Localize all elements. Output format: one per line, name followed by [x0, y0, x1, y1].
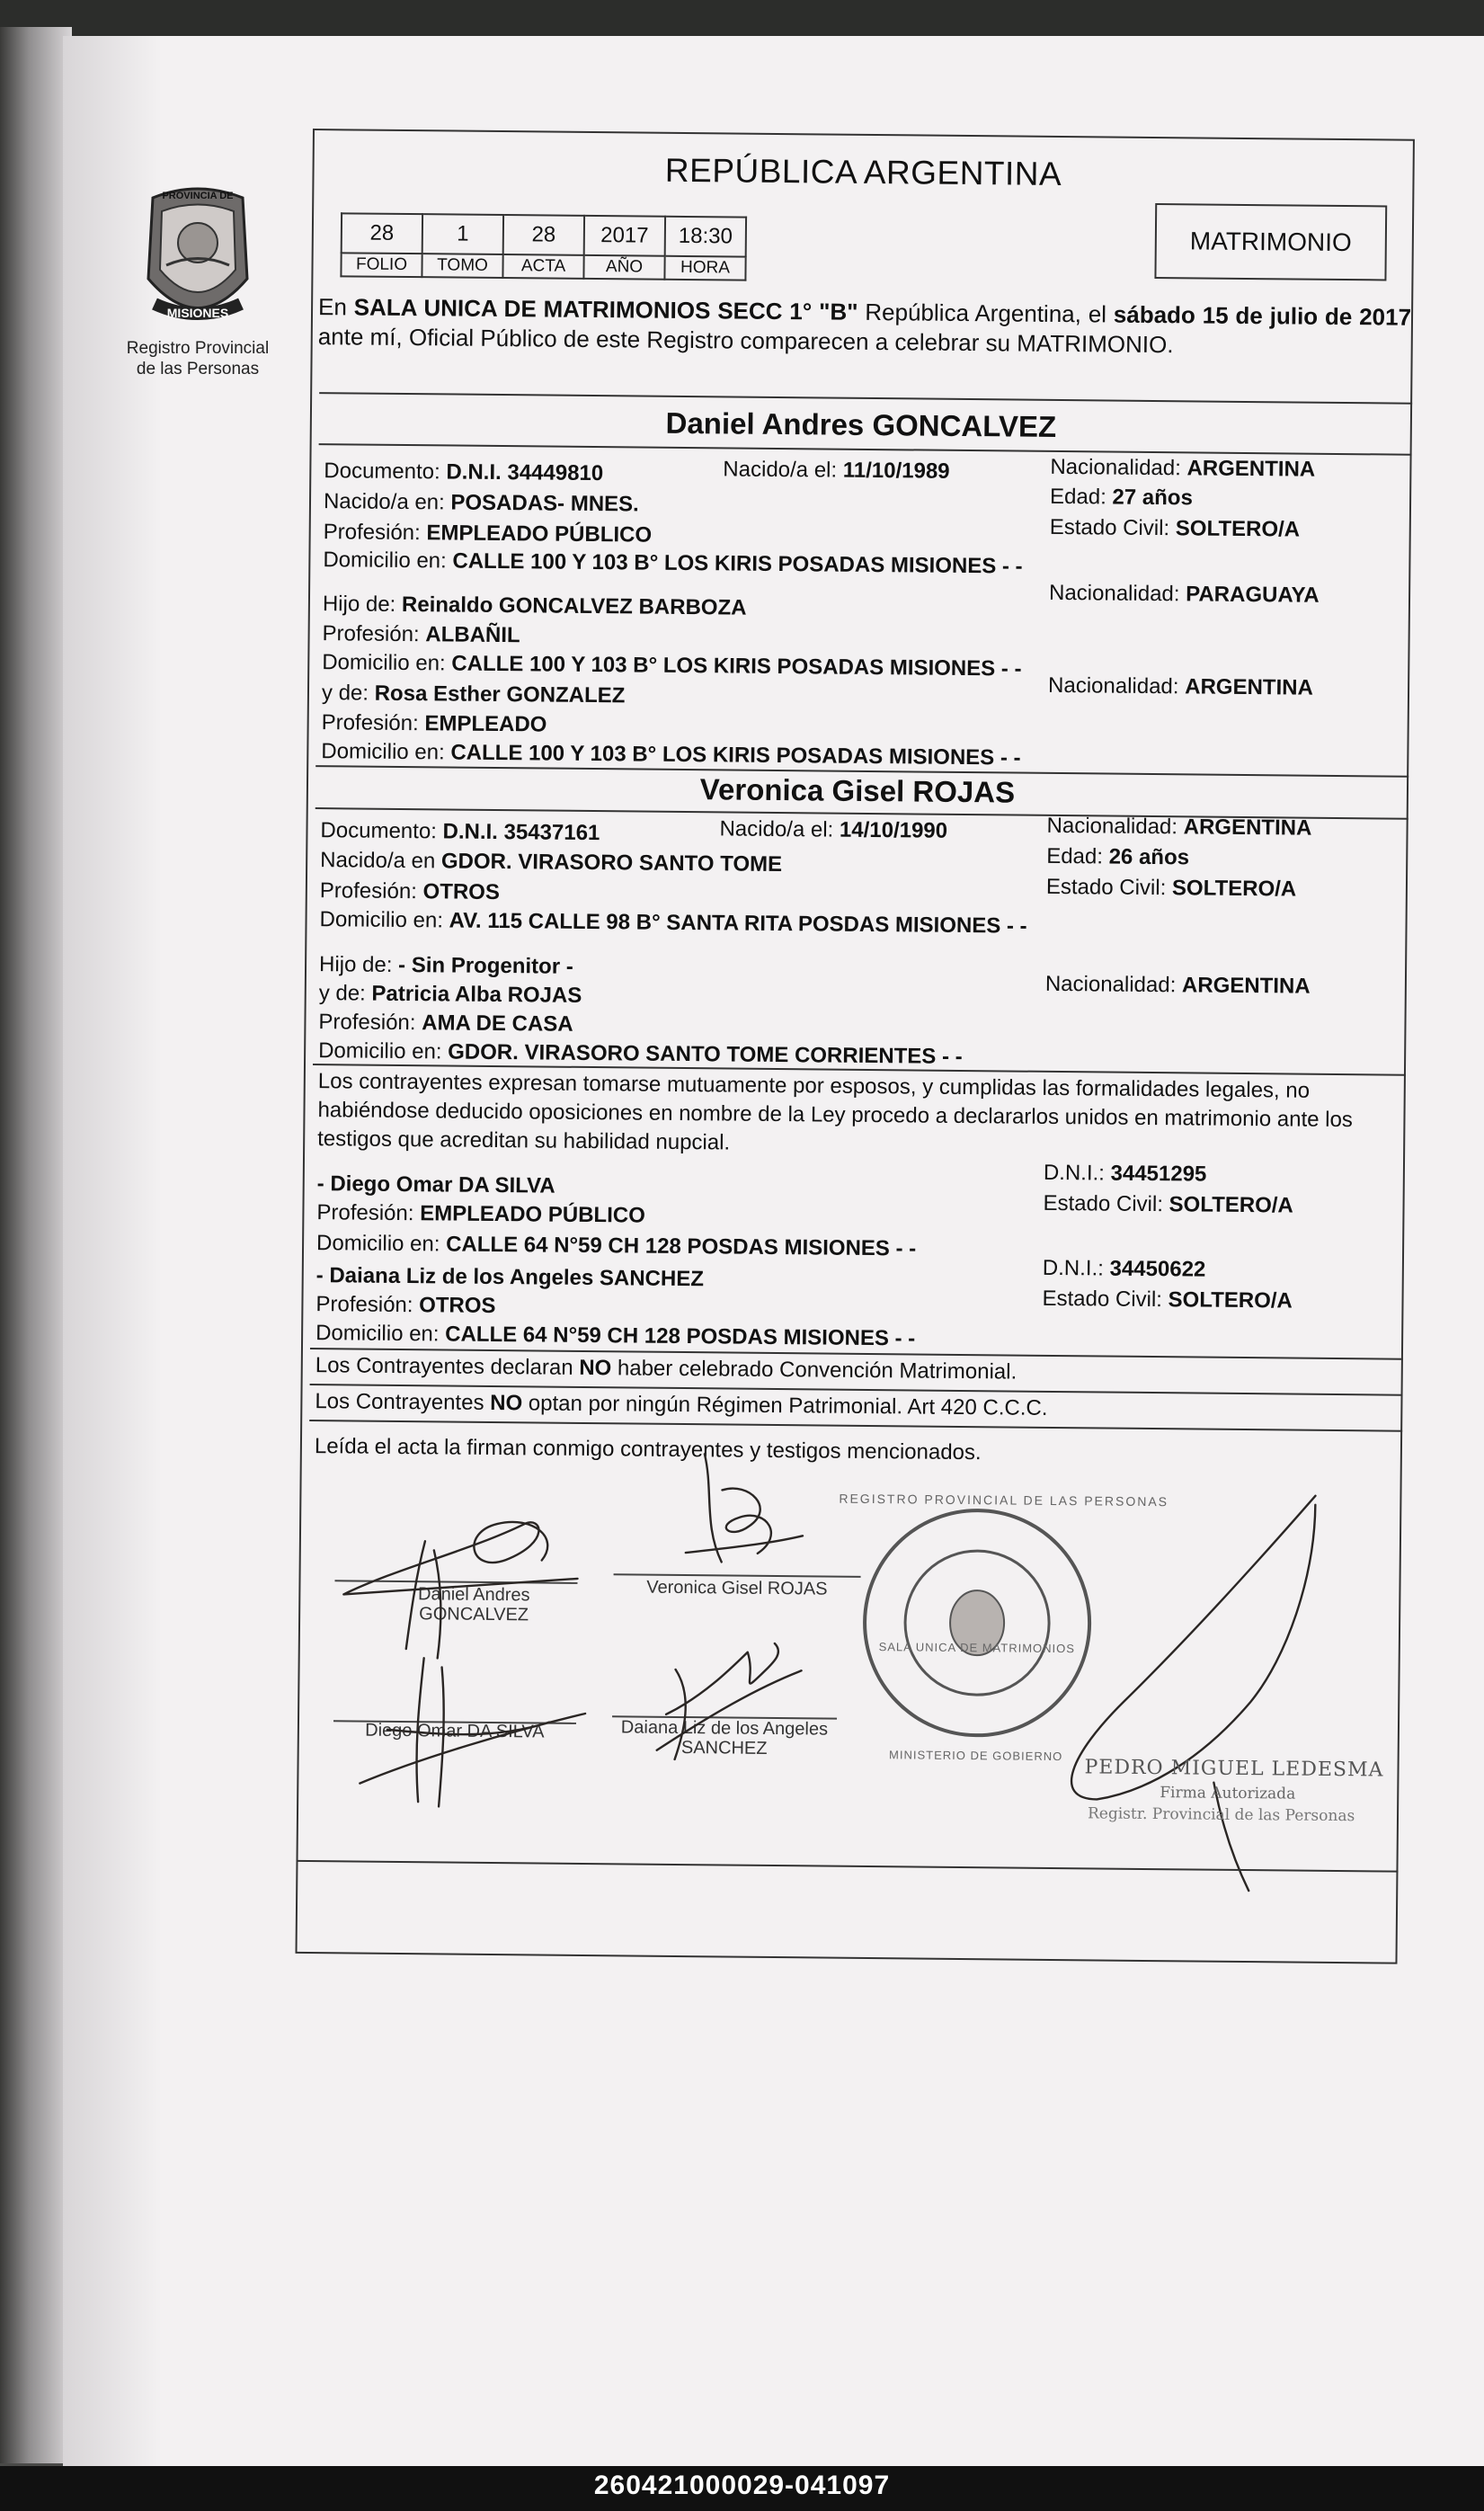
bride-age: Edad: 26 años: [1046, 843, 1190, 870]
bride-document: Documento: D.N.I. 35437161: [320, 818, 600, 846]
book-spine: [0, 27, 72, 2463]
convention-statement: Los Contrayentes declaran NO haber celebrado Convención Matrimonial.: [315, 1353, 1017, 1385]
groom-profession: Profesión: EMPLEADO PÚBLICO: [323, 520, 653, 548]
intro-paragraph: En SALA UNICA DE MATRIMONIOS SECC 1° "B" República Argentina, el sábado 15 de julio de 2017 ante mí, Oficial Público de este Registro comparecen a celebrar su MATRIMONIO.: [317, 293, 1412, 359]
bride-profession: Profesión: OTROS: [319, 878, 501, 905]
witness1-address: Domicilio en: CALLE 64 N°59 CH 128 POSDAS MISIONES - -: [315, 1231, 917, 1261]
witness1-name: - Diego Omar DA SILVA: [316, 1171, 555, 1198]
officer-title: Firma Autorizada: [1160, 1784, 1296, 1803]
groom-mother-nationality: Nacionalidad: ARGENTINA: [1047, 672, 1313, 700]
stamp-inner-text: SALA UNICA DE MATRIMONIOS: [878, 1640, 1076, 1656]
witness2-name: - Daiana Liz de los Angeles SANCHEZ: [315, 1263, 705, 1292]
declaration-text: Los contrayentes expresan tomarse mutuamente por esposos, y cumplidas las formalidades legales, no habiéndose deducido oposiciones en nombre de la Ley procedo a declararlos unidos en matrimonio ante los testigos que acreditan su habilidad nupcial.: [317, 1069, 1354, 1155]
registry-table: [340, 212, 747, 280]
acta-value: 28: [503, 215, 584, 255]
witness2-dni: D.N.I.: 34450622: [1042, 1255, 1206, 1282]
read-note: Leída el acta la firman conmigo contrayentes y testigos mencionados.: [314, 1434, 982, 1465]
seal-text-bottom: MISIONES: [166, 306, 229, 320]
tomo-label: TOMO: [422, 254, 502, 278]
witness2-address: Domicilio en: CALLE 64 N°59 CH 128 POSDAS MISIONES - -: [315, 1321, 916, 1351]
groom-father: Hijo de: Reinaldo GONCALVEZ BARBOZA: [322, 592, 747, 620]
hour-value: 18:30: [665, 217, 746, 257]
seal-text-top: PROVINCIA DE: [162, 191, 234, 201]
bride-civil-status: Estado Civil: SOLTERO/A: [1045, 874, 1297, 902]
bride-birth-date: Nacido/a el: 14/10/1990: [719, 816, 948, 843]
bride-mother: y de: Patricia Alba ROJAS: [318, 981, 582, 1008]
groom-father-nationality: Nacionalidad: PARAGUAYA: [1048, 580, 1320, 608]
bride-signature: [649, 1436, 831, 1590]
registry-name: Registro Provincial de las Personas: [126, 339, 270, 378]
bride-father: Hijo de: - Sin Progenitor -: [318, 952, 573, 979]
witness2-signature-label: Daiana Liz de los Angeles SANCHEZ: [620, 1717, 829, 1759]
province-logo: [117, 180, 279, 379]
marriage-certificate: [296, 129, 1415, 1964]
witness2-profession: Profesión: OTROS: [315, 1292, 496, 1319]
witness1-profession: Profesión: EMPLEADO PÚBLICO: [316, 1200, 645, 1228]
scan-barcode-number: 260421000029-041097: [593, 2471, 891, 2500]
acta-label: ACTA: [502, 254, 583, 279]
officer-organization: Registr. Provincial de las Personas: [1087, 1804, 1355, 1826]
regime-statement: Los Contrayentes NO optan por ningún Régimen Patrimonial. Art 420 C.C.C.: [315, 1389, 1048, 1420]
officer-name: PEDRO MIGUEL LEDESMA: [1084, 1756, 1384, 1782]
bride-birth-place: Nacido/a en GDOR. VIRASORO SANTO TOME: [320, 848, 783, 877]
bride-mother-address: Domicilio en: GDOR. VIRASORO SANTO TOME CORRIENTES - -: [318, 1038, 963, 1069]
groom-nationality: Nacionalidad: ARGENTINA: [1050, 454, 1316, 482]
bride-mother-profession: Profesión: AMA DE CASA: [318, 1010, 573, 1037]
groom-father-address: Domicilio en: CALLE 100 Y 103 B° LOS KIRIS POSADAS MISIONES - -: [322, 650, 1022, 681]
bride-mother-nationality: Nacionalidad: ARGENTINA: [1044, 971, 1311, 999]
act-type-box: MATRIMONIO: [1154, 203, 1387, 280]
witness1-civil-status: Estado Civil: SOLTERO/A: [1043, 1190, 1293, 1218]
groom-mother-address: Domicilio en: CALLE 100 Y 103 B° LOS KIRIS POSADAS MISIONES - -: [321, 739, 1021, 770]
bride-nationality: Nacionalidad: ARGENTINA: [1046, 813, 1312, 841]
groom-civil-status: Estado Civil: SOLTERO/A: [1049, 514, 1301, 542]
groom-name: Daniel Andres GONCALVEZ: [665, 405, 1057, 443]
groom-father-profession: Profesión: ALBAÑIL: [322, 621, 520, 648]
stamp-outer-text: REGISTRO PROVINCIAL DE LAS PERSONAS: [839, 1491, 1169, 1509]
witness1-dni: D.N.I.: 34451295: [1043, 1160, 1207, 1187]
hour-label: HORA: [664, 256, 745, 280]
groom-document: Documento: D.N.I. 34449810: [324, 459, 604, 486]
stamp-bottom-text: MINISTERIO DE GOBIERNO: [889, 1748, 1063, 1764]
witness2-civil-status: Estado Civil: SOLTERO/A: [1042, 1286, 1293, 1313]
tomo-value: 1: [422, 214, 503, 254]
country-title: REPÚBLICA ARGENTINA: [664, 151, 1062, 192]
groom-mother-profession: Profesión: EMPLEADO: [321, 710, 547, 737]
witness1-signature-label: Diego Omar DA SILVA: [365, 1720, 545, 1742]
groom-mother: y de: Rosa Esther GONZALEZ: [321, 681, 626, 708]
year-value: 2017: [584, 216, 665, 256]
groom-address: Domicilio en: CALLE 100 Y 103 B° LOS KIRIS POSADAS MISIONES - -: [323, 548, 1023, 579]
bride-address: Domicilio en: AV. 115 CALLE 98 B° SANTA RITA POSDAS MISIONES - -: [319, 907, 1027, 939]
groom-birth-place: Nacido/a en: POSADAS- MNES.: [323, 489, 639, 517]
folio-label: FOLIO: [341, 253, 422, 277]
witness1-signature: [333, 1648, 604, 1830]
groom-age: Edad: 27 años: [1049, 484, 1194, 511]
groom-birth-date: Nacido/a el: 11/10/1989: [723, 457, 950, 484]
background-top: [0, 0, 1484, 36]
groom-signature-label: Daniel Andres GONCALVEZ: [417, 1584, 530, 1625]
year-label: AÑO: [583, 255, 664, 280]
bride-name: Veronica Gisel ROJAS: [699, 772, 1016, 809]
official-stamp-icon: [855, 1500, 1100, 1746]
folio-value: 28: [342, 213, 422, 254]
witness2-signature: [638, 1616, 820, 1779]
bride-signature-label: Veronica Gisel ROJAS: [646, 1577, 828, 1599]
groom-signature: [324, 1468, 596, 1678]
